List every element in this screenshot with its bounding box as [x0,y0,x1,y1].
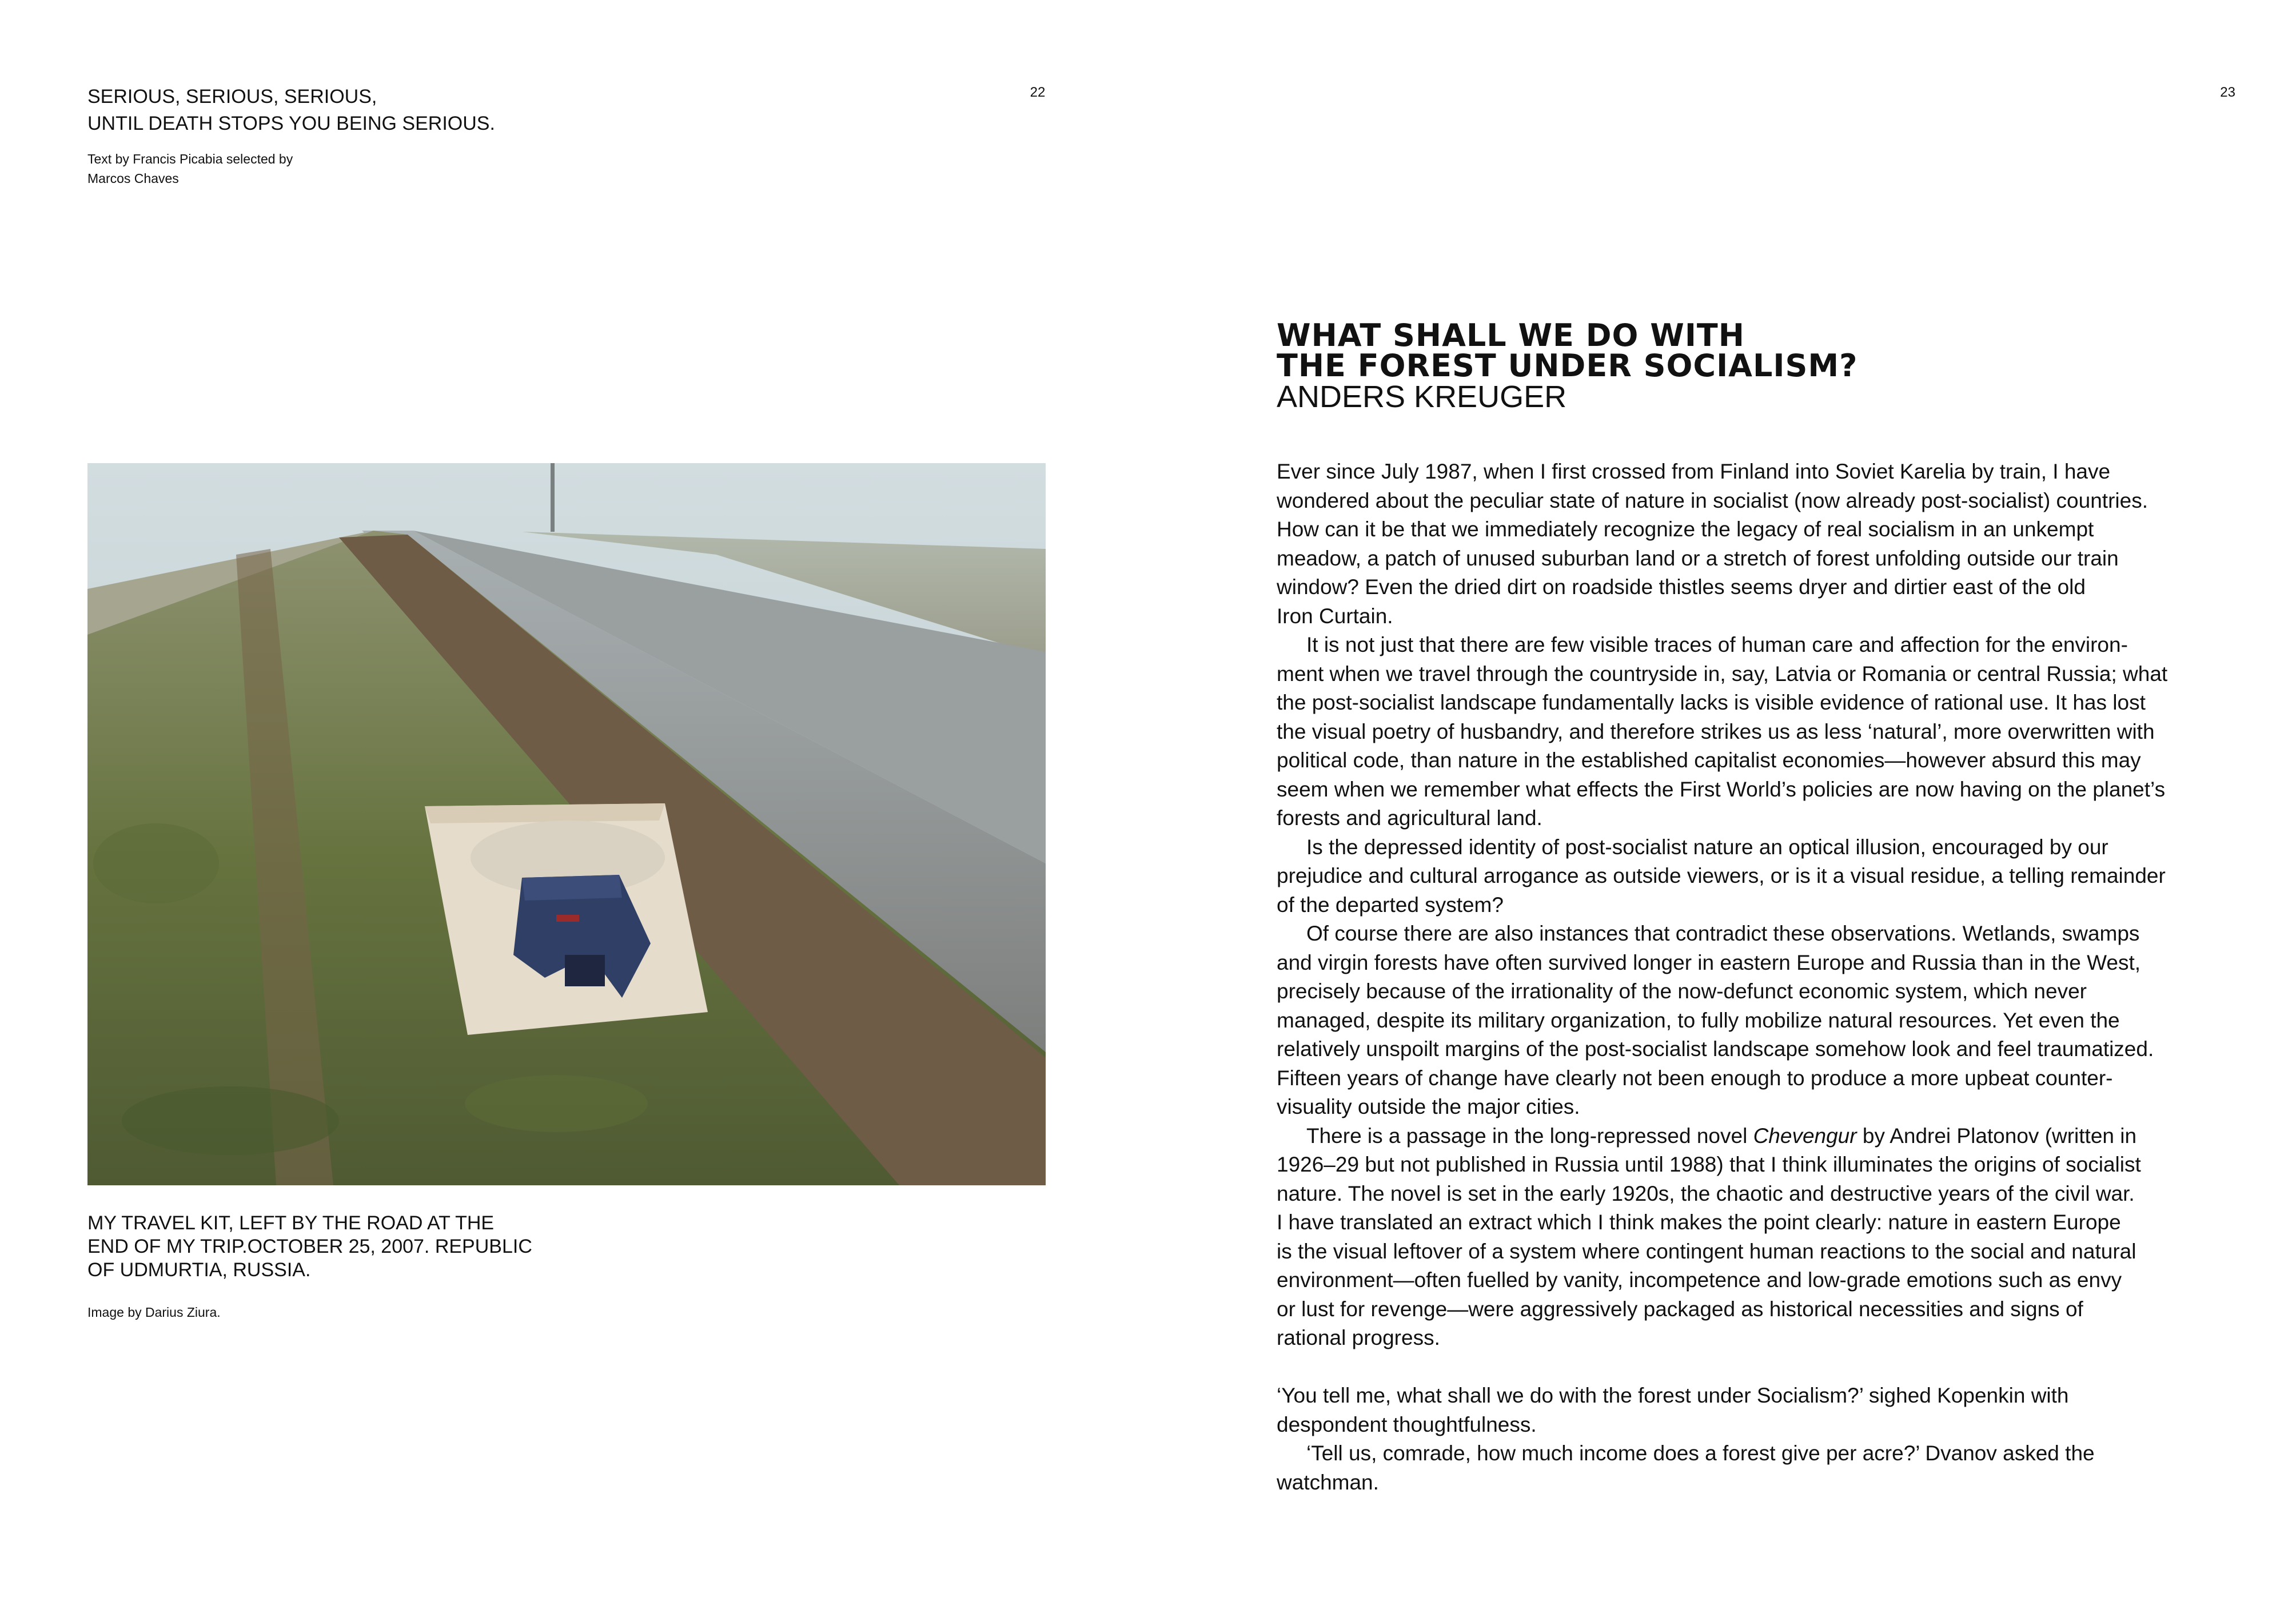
body-line: Is the depressed identity of post-socialist nature an optical illusion, encouraged by our [1306,835,2108,859]
novel-title: Chevengur [1753,1124,1857,1148]
photo-caption [87,1212,532,1282]
chevengur-prefix: There is a passage in the long-repressed novel [1306,1124,1753,1148]
body-line: window? Even the dried dirt on roadside thistles seems dryer and dirtier east of the old [1277,575,2086,599]
page-number-right: 23 [2220,85,2235,100]
body-line: ‘Tell us, comrade, how much income does a forest give per acre?’ Dvanov asked the [1306,1441,2095,1465]
body-line: relatively unspoilt margins of the post-socialist landscape somehow look and feel traumatized. [1277,1037,2154,1061]
body-line: 1926–29 but not published in Russia until 1988) that I think illuminates the origins of socialist [1277,1153,2141,1176]
image-credit: Image by Darius Ziura. [87,1305,221,1320]
epigraph-credit-line: Marcos Chaves [87,171,179,186]
article-author: ANDERS KREUGER [1277,380,1567,414]
body-line: visuality outside the major cities. [1277,1095,1580,1118]
body-line: meadow, a patch of unused suburban land or a stretch of forest unfolding outside our train [1277,546,2119,570]
caption-line: OF UDMURTIA, RUSSIA. [87,1259,311,1281]
body-line: How can it be that we immediately recognize the legacy of real socialism in an unkempt [1277,517,2094,541]
caption-line: END OF MY TRIP.OCTOBER 25, 2007. REPUBLIC [87,1236,532,1257]
body-line: precisely because of the irrationality of the now-defunct economic system, which never [1277,979,2087,1003]
body-line: prejudice and cultural arrogance as outside viewers, or is it a visual residue, a telling remainder [1277,864,2166,887]
body-line: of the departed system? [1277,893,1504,917]
page-number-left: 22 [1030,85,1046,100]
article-title-line: WHAT SHALL WE DO WITH [1277,317,1745,353]
article-title [1277,317,1858,384]
body-line: watchman. [1277,1470,1379,1494]
body-line: It is not just that there are few visible traces of human care and affection for the environ- [1306,633,2128,656]
body-line: despondent thoughtfulness. [1277,1412,1537,1436]
body-line: seem when we remember what effects the First World’s policies are now having on the planet’s [1277,777,2166,801]
paragraph-gap [1277,1353,2249,1382]
body-line: the post-socialist landscape fundamentally lacks is visible evidence of rational use. It has lost [1277,691,2146,714]
article-body [1277,457,2249,1497]
body-line: forests and agricultural land. [1277,806,1542,830]
body-line: ‘You tell me, what shall we do with the forest under Socialism?’ sighed Kopenkin with [1277,1384,2069,1407]
body-line: Ever since July 1987, when I first crossed from Finland into Soviet Karelia by train, I have [1277,460,2111,483]
epigraph-quote [87,83,495,137]
epigraph-credit-line: Text by Francis Picabia selected by [87,152,293,166]
body-line: Iron Curtain. [1277,604,1393,628]
body-line: I have translated an extract which I think makes the point clearly: nature in eastern Europe [1277,1210,2121,1234]
epigraph-line: SERIOUS, SERIOUS, SERIOUS, [87,86,377,107]
body-line: or lust for revenge—were aggressively packaged as historical necessities and signs of [1277,1297,2083,1321]
body-line: wondered about the peculiar state of nature in socialist (now already post-socialist) countries. [1277,488,2148,512]
caption-line: MY TRAVEL KIT, LEFT BY THE ROAD AT THE [87,1212,495,1234]
body-line: the visual poetry of husbandry, and therefore strikes us as less ‘natural’, more overwritten with [1277,719,2155,743]
body-line: environment—often fuelled by vanity, incompetence and low-grade emotions such as envy [1277,1268,2122,1292]
epigraph-credit [87,149,293,188]
body-line: political code, than nature in the established capitalist economies—however absurd this may [1277,748,2141,772]
body-line: nature. The novel is set in the early 1920s, the chaotic and destructive years of the civil war. [1277,1181,2135,1205]
body-line: is the visual leftover of a system where contingent human reactions to the social and natural [1277,1239,2136,1263]
body-line: Of course there are also instances that contradict these observations. Wetlands, swamps [1306,922,2140,945]
epigraph-line: UNTIL DEATH STOPS YOU BEING SERIOUS. [87,113,495,134]
body-line: rational progress. [1277,1326,1440,1349]
article-title-line: THE FOREST UNDER SOCIALISM? [1277,348,1858,384]
body-line: managed, despite its military organization, to fully mobilize natural resources. Yet even the [1277,1008,2120,1032]
body-line [1277,1122,2249,1151]
chevengur-suffix: by Andrei Platonov (written in [1862,1124,2137,1148]
roadside-photo [87,463,1046,1185]
body-line: Fifteen years of change have clearly not been enough to produce a more upbeat counter- [1277,1066,2113,1090]
body-line: and virgin forests have often survived longer in eastern Europe and Russia than in the West, [1277,950,2141,974]
body-line: ment when we travel through the countryside in, say, Latvia or Romania or central Russia; what [1277,662,2168,686]
